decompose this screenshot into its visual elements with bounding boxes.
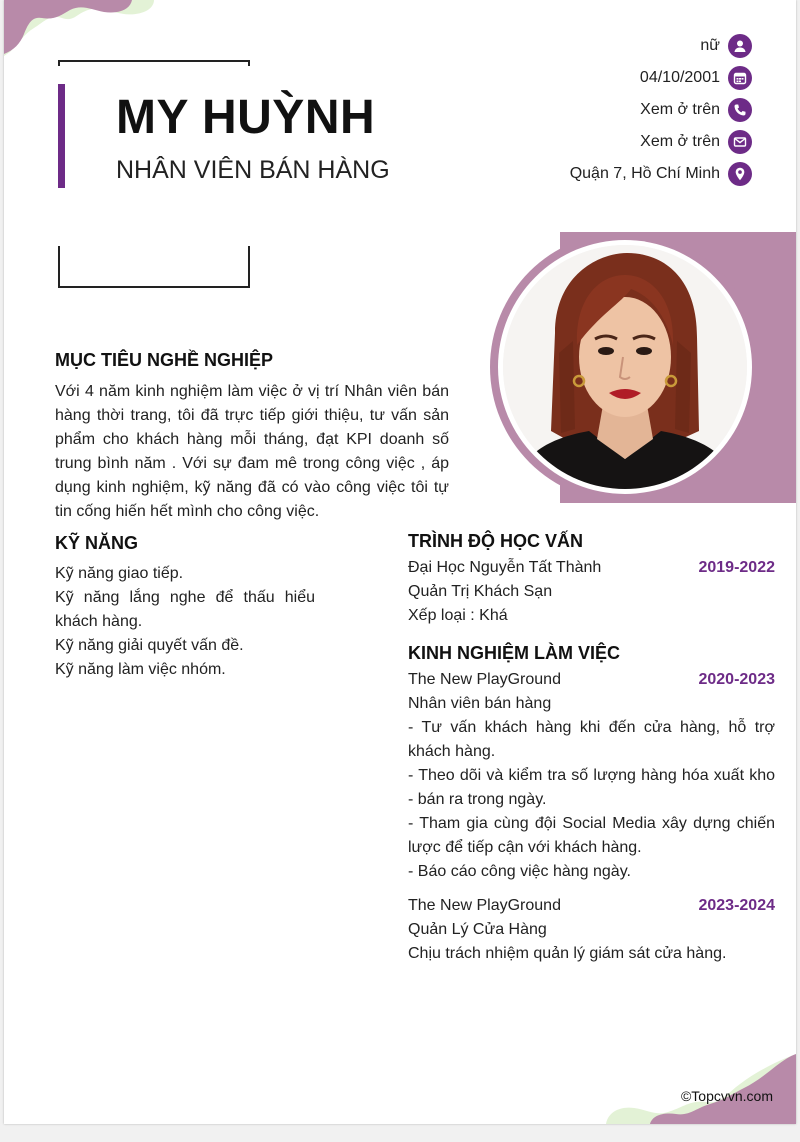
skill-item: Kỹ năng giao tiếp. <box>55 565 184 582</box>
resume-page <box>4 0 796 1124</box>
phone-icon <box>728 98 752 122</box>
contact-address-text: Quận 7, Hồ Chí Minh <box>569 165 720 182</box>
skills-list <box>55 562 315 682</box>
experience-detail: - Theo dõi và kiểm tra số lượng hàng hóa xuất kho - bán ra trong ngày. <box>408 767 775 808</box>
experience-entry <box>408 894 775 966</box>
experience-entry <box>408 668 775 884</box>
education-years: 2019-2022 <box>698 559 775 576</box>
experience-title: KINH NGHIỆM LÀM VIỆC <box>408 643 621 663</box>
contact-birthday-text: 04/10/2001 <box>639 69 720 86</box>
experience-position: Quản Lý Cửa Hàng <box>408 921 547 938</box>
education-entry <box>408 556 775 628</box>
experience-detail: - Báo cáo công việc hàng ngày. <box>408 863 631 880</box>
education-grade: Xếp loại : Khá <box>408 607 508 624</box>
contact-address <box>432 158 752 190</box>
experience-detail: Chịu trách nhiệm quản lý giám sát cửa hàng. <box>408 945 727 962</box>
experience-position: Nhân viên bán hàng <box>408 695 552 712</box>
header-frame-top <box>58 60 250 66</box>
experience-years: 2023-2024 <box>698 897 775 914</box>
email-icon <box>728 130 752 154</box>
contact-gender <box>432 30 752 62</box>
objective-title: MỤC TIÊU NGHỀ NGHIỆP <box>55 350 274 370</box>
experience-detail: - Tư vấn khách hàng khi đến cửa hàng, hỗ trợ khách hàng. <box>408 719 775 760</box>
education-school: Đại Học Nguyễn Tất Thành <box>408 559 602 576</box>
objective-text: Với 4 năm kinh nghiệm làm việc ở vị trí Nhân viên bán hàng thời trang, tôi đã trực tiếp giới thiệu, tư vấn sản phẩm cho khách hàng mỗi tháng, đạt KPI doanh số trung bình năm . Với sự đam mê trong công việc , áp dụng kinh nghiệm, kỹ năng đã có vào công việc tôi tự tin cống hiến hết mình cho công việc. <box>55 383 449 520</box>
skill-item: Kỹ năng giải quyết vấn đề. <box>55 637 244 654</box>
experience-company: The New PlayGround <box>408 671 561 688</box>
contact-email <box>432 126 752 158</box>
top-left-decoration <box>4 0 164 60</box>
header-frame-bottom <box>58 246 250 288</box>
skill-item: Kỹ năng lắng nghe để thấu hiểu khách hàng. <box>55 589 315 630</box>
header-accent-bar <box>58 84 65 188</box>
experience-years: 2020-2023 <box>698 671 775 688</box>
skills-title: KỸ NĂNG <box>55 533 139 553</box>
location-icon <box>728 162 752 186</box>
contact-birthday <box>432 62 752 94</box>
education-title: TRÌNH ĐỘ HỌC VẤN <box>408 531 583 551</box>
skill-item: Kỹ năng làm việc nhóm. <box>55 661 226 678</box>
education-major: Quản Trị Khách Sạn <box>408 583 553 600</box>
footer-credit: ©Topcvvn.com <box>680 1088 773 1104</box>
contact-gender-text: nữ <box>700 37 720 54</box>
profile-photo <box>503 245 747 489</box>
user-icon <box>728 34 752 58</box>
experience-company: The New PlayGround <box>408 897 561 914</box>
contact-phone-text[interactable]: Xem ở trên <box>640 101 720 118</box>
candidate-role: NHÂN VIÊN BÁN HÀNG <box>116 156 390 184</box>
contact-info <box>432 30 752 190</box>
candidate-name: MY HUỲNH <box>116 91 376 144</box>
contact-email-text[interactable]: Xem ở trên <box>640 133 720 150</box>
calendar-icon <box>728 66 752 90</box>
experience-detail: - Tham gia cùng đội Social Media xây dựng chiến lược để tiếp cận với khách hàng. <box>408 815 775 856</box>
contact-phone <box>432 94 752 126</box>
